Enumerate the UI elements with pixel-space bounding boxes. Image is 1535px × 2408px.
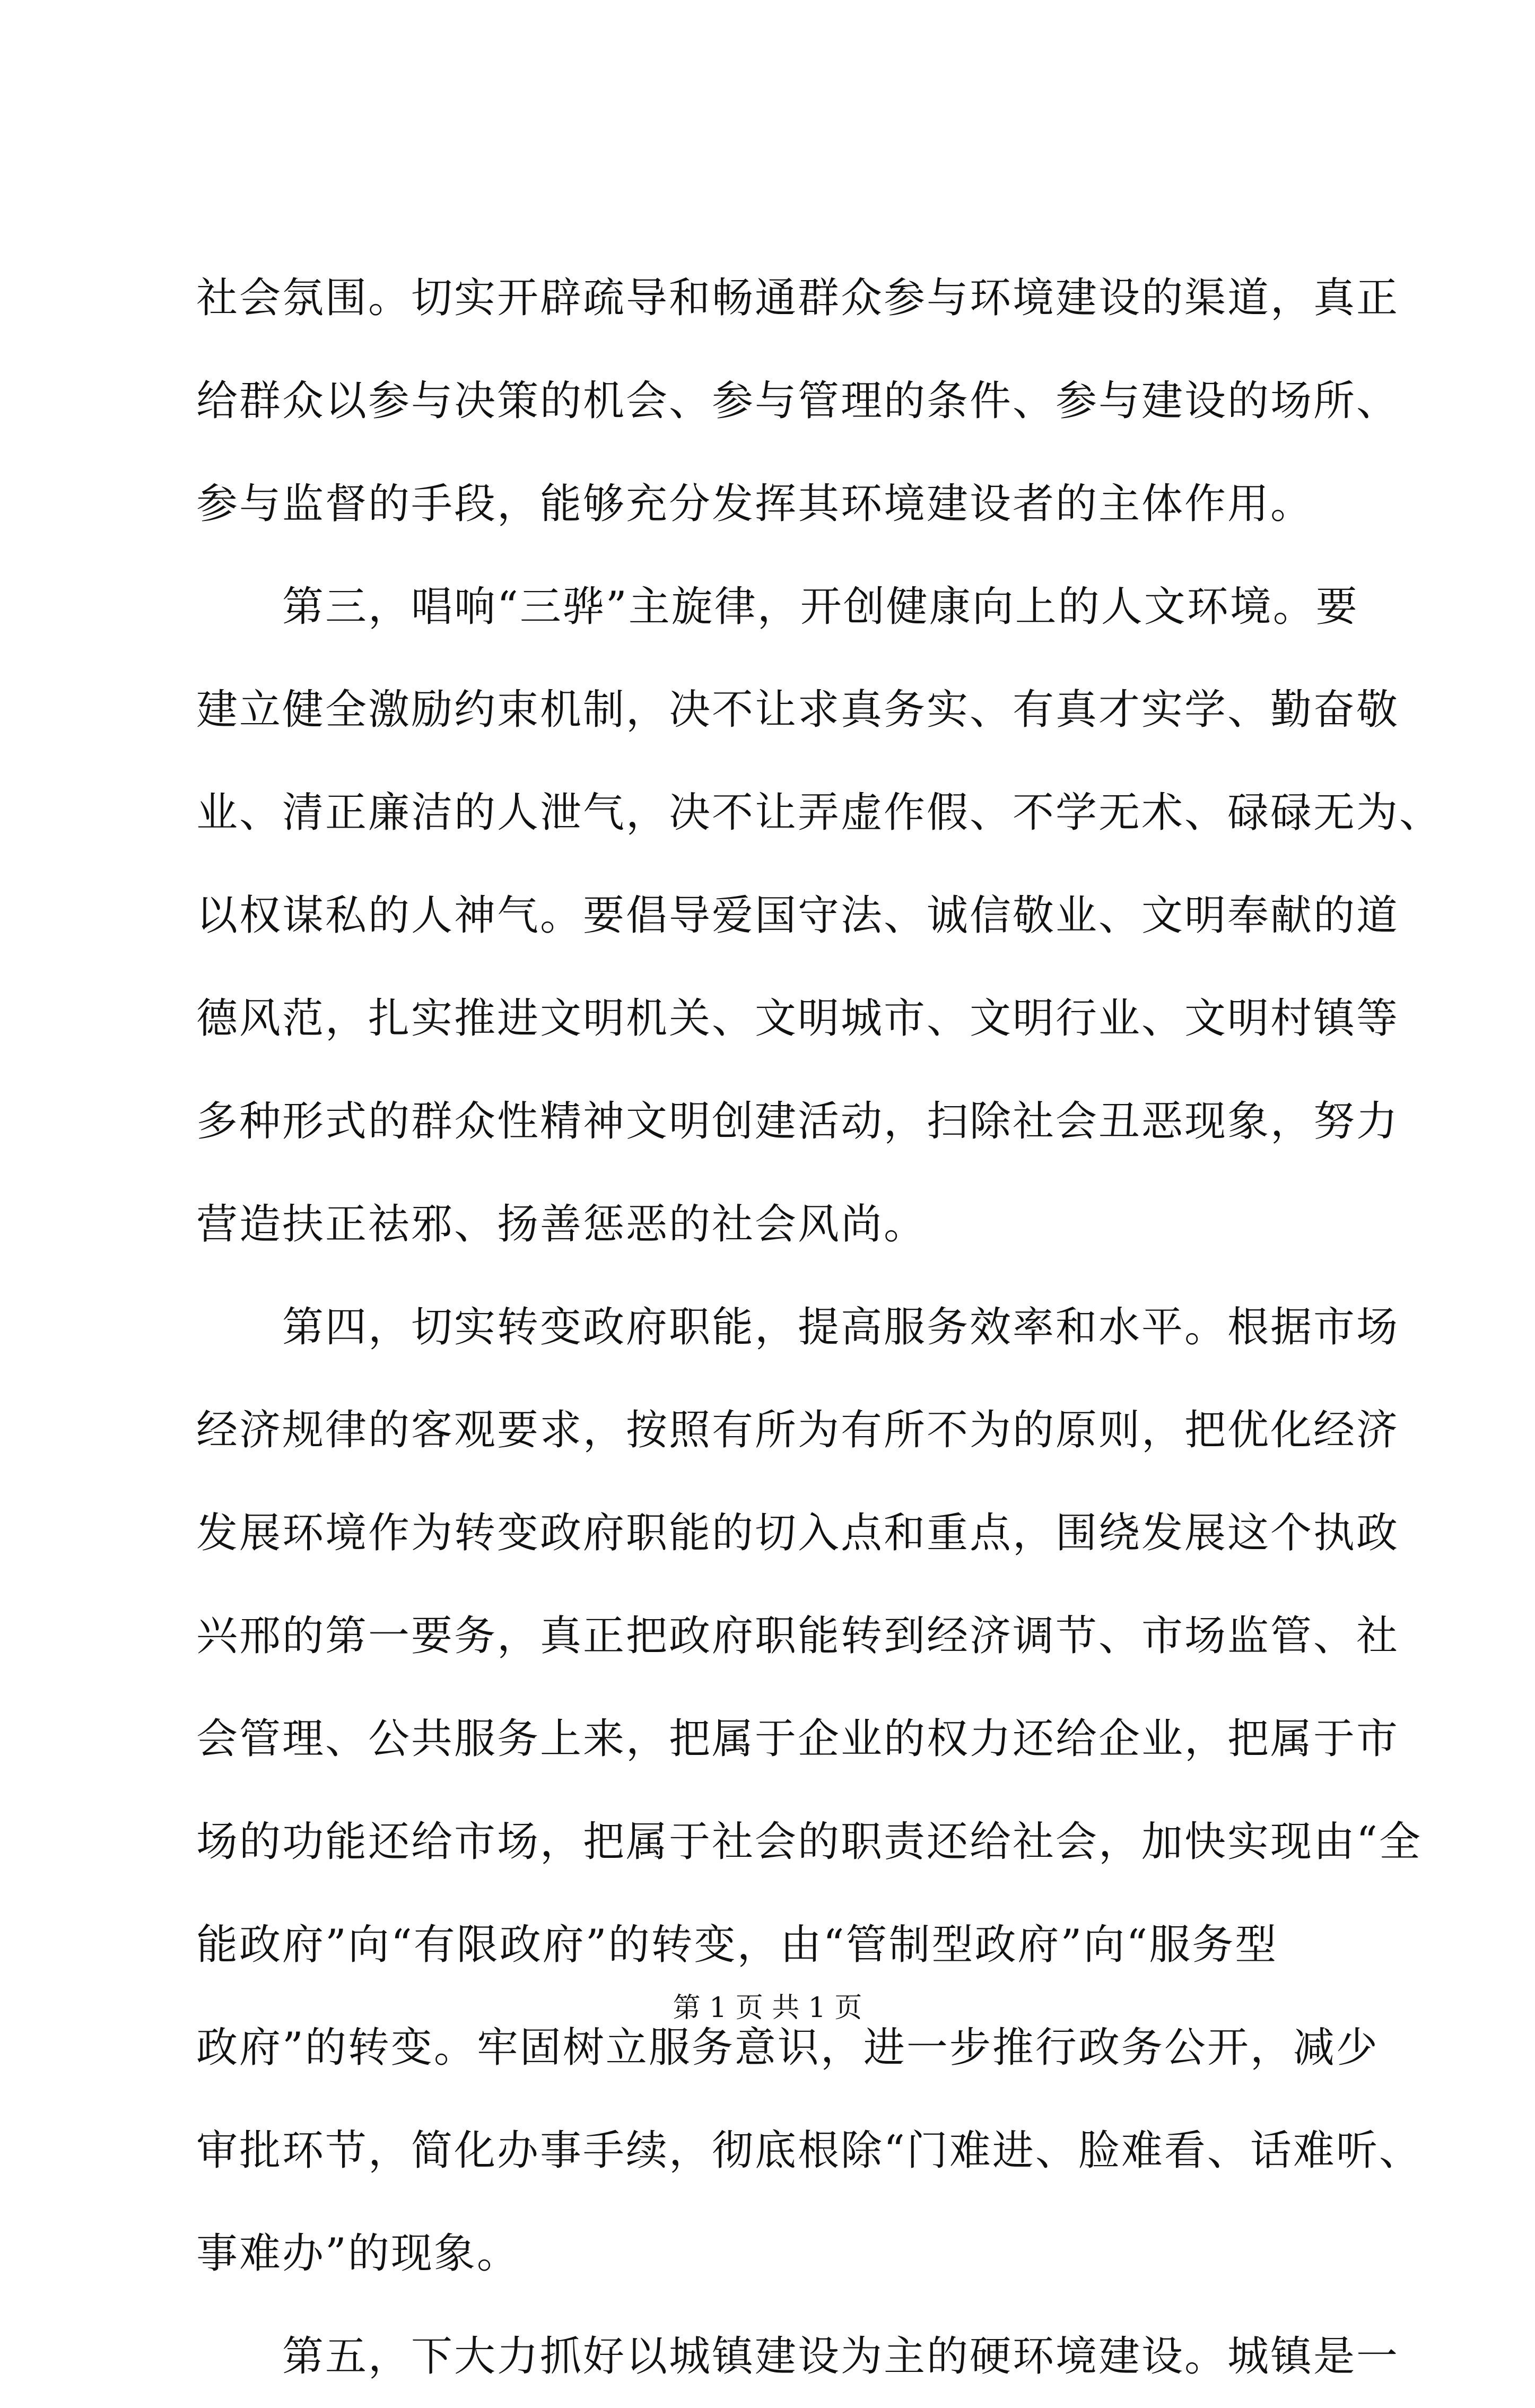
text-line: 以权谋私的人神气。要倡导爱国守法、诚信敬业、文明奉献的道: [196, 892, 1400, 940]
text-line: 业、清正廉洁的人泄气，决不让弄虚作假、不学无术、碌碌无为、: [196, 789, 1443, 837]
text-line: 第四，切实转变政府职能，提高服务效率和水平。根据市场: [196, 1303, 1400, 1351]
page-footer: [0, 1989, 1535, 2027]
text-line: 参与监督的手段，能够充分发挥其环境建设者的主体作用。: [196, 480, 1314, 528]
text-line: 事难办”的现象。: [196, 2230, 520, 2277]
text-line: 第三，唱响“三骅”主旋律，开创健康向上的人文环境。要: [196, 583, 1359, 631]
text-line: 营造扶正祛邪、扬善惩恶的社会风尚。: [196, 1201, 927, 1248]
text-line: 多种形式的群众性精神文明创建活动，扫除社会丑恶现象，努力: [196, 1098, 1400, 1145]
document-body: [196, 247, 1443, 2408]
paragraph: [196, 2305, 1400, 2408]
text-line: 发展环境作为转变政府职能的切入点和重点，围绕发展这个执政: [196, 1509, 1400, 1557]
text-line: 审批环节，简化办事手续，彻底根除“门难进、脸难看、话难听、: [196, 2127, 1422, 2175]
paragraph: [196, 1276, 1422, 2305]
text-line: 社会氛围。切实开辟疏导和畅通群众参与环境建设的渠道，真正: [196, 274, 1400, 322]
text-line: 经济规律的客观要求，按照有所为有所不为的原则，把优化经济: [196, 1406, 1400, 1454]
paragraph: [196, 555, 1443, 1276]
text-line: 建立健全激励约束机制，决不让求真务实、有真才实学、勤奋敬: [196, 686, 1400, 734]
text-line: 给群众以参与决策的机会、参与管理的条件、参与建设的场所、: [196, 377, 1400, 425]
page-number-label: 第 1 页 共 1 页: [673, 1992, 862, 2024]
text-line: 兴邢的第一要务，真正把政府职能转到经济调节、市场监管、社: [196, 1612, 1400, 1660]
text-line: 能政府”向“有限政府”的转变，由“管制型政府”向“服务型: [196, 1921, 1278, 1969]
text-line: 德风范，扎实推进文明机关、文明城市、文明行业、文明村镇等: [196, 995, 1400, 1042]
text-line: 会管理、公共服务上来，把属于企业的权力还给企业，把属于市: [196, 1715, 1400, 1763]
text-line: 第五，下大力抓好以城镇建设为主的硬环境建设。城镇是一: [196, 2333, 1400, 2380]
text-line: 场的功能还给市场，把属于社会的职责还给社会，加快实现由“全: [196, 1818, 1422, 1866]
text-line: 政府”的转变。牢固树立服务意识，进一步推行政务公开，减少: [196, 2024, 1379, 2072]
paragraph: [196, 247, 1400, 555]
